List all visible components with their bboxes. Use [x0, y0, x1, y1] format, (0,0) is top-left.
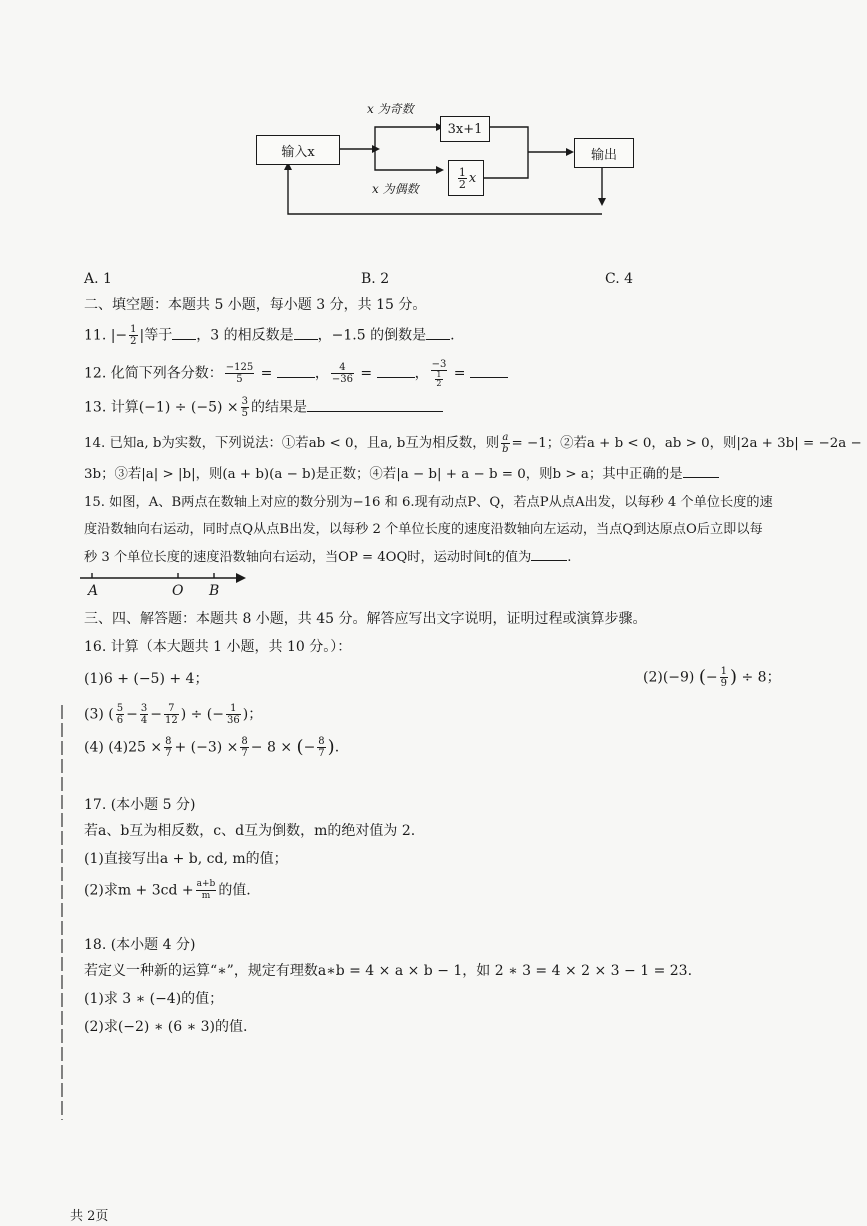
- input-label: 输入x: [281, 144, 315, 160]
- q15-blank: [531, 548, 567, 561]
- q12-f3-den-num: 1: [436, 370, 442, 379]
- q11-blank-2: [294, 327, 318, 340]
- q16-p4-f3-den: 7: [318, 748, 325, 759]
- q15-end: .: [567, 550, 572, 565]
- q16-p4-f2-num: 8: [241, 736, 248, 747]
- q14-blank: [683, 465, 719, 478]
- q11-text-2: ，3 的相反数是: [196, 327, 294, 344]
- q16-p3-f2-num: 3: [140, 703, 148, 714]
- q14-text-1: 14. 已知a, b为实数，下列说法：①若ab < 0，且a, b互为相反数，则: [84, 436, 500, 451]
- q15-text-3: 秒 3 个单位长度的速度沿数轴向右运动，当OP = 4OQ时，运动时间t的值为: [84, 550, 532, 565]
- question-13: [84, 396, 443, 419]
- q16-p4-text-2: + (−3) ×: [174, 739, 239, 756]
- q16-p4-text-1: (4) (4)25 ×: [84, 739, 163, 756]
- question-12: [84, 359, 508, 388]
- output-label: 输出: [590, 147, 617, 163]
- q16-part-3: (3) ( $\frac{5}{6}$ − $\frac{3}{4}$ − $\frac{7}{12}$ ) ÷ (− $\frac{1}{36}$ )；: [84, 703, 263, 726]
- flowchart-connectors: [0, 0, 867, 300]
- q12-blank-1: [277, 365, 315, 378]
- q16-p3-f4-den: 36: [227, 715, 240, 726]
- q16-part-1: (1)6 + (−5) + 4；: [84, 671, 209, 687]
- even-operation-box: [448, 160, 484, 196]
- q17-title: 17. (本小题 5 分): [84, 797, 196, 813]
- axis-point-o: O: [172, 583, 184, 599]
- axis-point-b: B: [209, 583, 220, 599]
- question-15-line-3: [84, 548, 571, 567]
- odd-condition-label: x 为奇数: [367, 102, 414, 116]
- q12-blank-3: [470, 365, 508, 378]
- q16-p3-f1-den: 6: [116, 715, 124, 726]
- q12-f3-num: −3: [431, 359, 447, 370]
- q18-line-1: 若定义一种新的运算“∗”，规定有理数a∗b = 4 × a × b − 1，如 2 ∗ 3 = 4 × 2 × 3 − 1 = 23.: [84, 963, 693, 979]
- question-14-line-1: [84, 432, 862, 455]
- section2-heading: 二、填空题：本题共 5 小题，每小题 3 分，共 15 分。: [84, 297, 427, 313]
- q13-prefix: 13. 计算(−1) ÷ (−5) ×: [84, 399, 239, 416]
- q17-line-2: (1)直接写出a + b, cd, m的值；: [84, 851, 288, 867]
- question-15-line-1: 15. 如图，A、B两点在数轴上对应的数分别为−16 和 6.现有动点P、Q，若点P从点A出发，以每秒 4 个单位长度的速: [84, 495, 773, 510]
- q14-frac-den: b: [502, 444, 509, 455]
- q16-p4-f1-num: 8: [165, 736, 172, 747]
- q16-p4-end: .: [334, 739, 340, 756]
- q12-prefix: 12. 化简下列各分数：: [84, 365, 223, 382]
- even-op-denominator: 2: [458, 177, 466, 191]
- section3-heading: 三、四、解答题：本题共 8 小题，共 45 分。解答应写出文字说明，证明过程或演算步骤。: [84, 611, 647, 627]
- q14-text-2: = −1；②若a + b < 0，ab > 0，则|2a + 3b| = −2a −: [511, 436, 862, 451]
- q16-p3-text-3: )；: [242, 706, 263, 723]
- option-c: C. 4: [605, 271, 634, 287]
- q12-blank-2: [377, 365, 415, 378]
- q16-p4-f1-den: 7: [165, 748, 172, 759]
- q12-f2-num: 4: [331, 362, 354, 374]
- q16-p4-text-3: − 8 ×: [250, 739, 293, 756]
- option-a: A. 1: [84, 271, 112, 287]
- q16-p2-text-1: (2)(−9): [643, 669, 695, 686]
- q13-frac-num: 3: [241, 396, 249, 407]
- q16-p3-text-2: ) ÷ (−: [180, 706, 224, 723]
- q13-suffix: 的结果是: [251, 399, 308, 416]
- q11-text-3: ，−1.5 的倒数是: [317, 327, 427, 344]
- option-b: B. 2: [361, 271, 390, 287]
- q17-text-2: 的值.: [218, 882, 251, 899]
- q16-p3-f3-num: 7: [164, 703, 179, 715]
- q12-eq-2: =: [360, 365, 373, 382]
- q13-frac-den: 5: [241, 408, 249, 419]
- q14-text-3: 3b；③若|a| > |b|，则(a + b)(a − b)是正数；④若|a − b| + a − b = 0，则b > a；其中正确的是: [84, 467, 683, 482]
- q16-p2-den: 9: [720, 678, 727, 689]
- q12-eq-3: =: [453, 365, 466, 382]
- question-11: [84, 324, 455, 347]
- even-op-numerator: 1: [458, 165, 466, 179]
- q18-line-3: (2)求(−2) ∗ (6 ∗ 3)的值.: [84, 1019, 248, 1035]
- q17-line-3: [84, 879, 251, 902]
- input-box: [256, 135, 340, 165]
- q12-comma-2: ，: [414, 365, 429, 382]
- q11-prefix: 11. |−: [84, 327, 128, 344]
- axis-point-a: A: [88, 583, 99, 599]
- q16-p2-text-2: ÷ 8；: [741, 669, 781, 686]
- q16-p3-f2-den: 4: [140, 715, 148, 726]
- q11-frac-num: 1: [130, 324, 137, 335]
- odd-operation-label: 3x+1: [447, 121, 483, 137]
- question-15-line-2: 度沿数轴向右运动，同时点Q从点B出发，以每秒 2 个单位长度的速度沿数轴向左运动，当点Q到达原点O后立即以每: [84, 522, 763, 537]
- q11-blank-1: [172, 327, 196, 340]
- q18-title: 18. (本小题 4 分): [84, 937, 196, 953]
- q11-blank-3: [426, 327, 450, 340]
- q17-text-1: (2)求m + 3cd +: [84, 882, 194, 899]
- q16-p2-num: 1: [720, 666, 727, 677]
- q12-comma-1: ，: [314, 365, 329, 382]
- output-box: [574, 138, 634, 168]
- q11-frac-den: 2: [130, 336, 137, 347]
- q16-p4-f3-num: 8: [318, 736, 325, 747]
- q16-p3-text-1: (3) (: [84, 706, 114, 723]
- q12-eq-1: =: [260, 365, 273, 382]
- q12-f1-num: −125: [225, 362, 254, 373]
- q14-frac-num: a: [502, 432, 509, 443]
- q12-f1-den: 5: [236, 374, 243, 385]
- even-op-variable: x: [468, 170, 477, 186]
- q16-p3-f1-num: 5: [116, 703, 124, 714]
- q16-p3-f3-den: 12: [164, 715, 178, 726]
- even-condition-label: x 为偶数: [372, 182, 419, 196]
- q12-f2-den: −36: [331, 374, 353, 385]
- q18-line-2: (1)求 3 ∗ (−4)的值；: [84, 991, 224, 1007]
- question-14-line-2: [84, 465, 719, 484]
- q12-f3-den-den: 2: [436, 379, 442, 388]
- q16-part-2: (2)(−9) (− $\frac{1}{9}$ ) ÷ 8；: [643, 666, 781, 689]
- page-footer: 共 2页: [70, 1209, 109, 1224]
- q17-frac-num: a+b: [196, 879, 216, 889]
- q17-line-1: 若a、b互为相反数，c、d互为倒数，m的绝对值为 2.: [84, 823, 416, 839]
- q16-title: 16. 计算（本大题共 1 小题，共 10 分。）：: [84, 639, 352, 655]
- q16-p3-f4-num: 1: [226, 703, 241, 715]
- q13-blank: [307, 399, 443, 412]
- q16-part-4: (4) (4)25 × $\frac{8}{7}$ + (−3) × $\frac{8}{7}$ − 8 × (− $\frac{8}{7}$ ).: [84, 736, 340, 759]
- q17-frac-den: m: [201, 891, 211, 901]
- q11-end: .: [450, 327, 455, 344]
- q16-p4-f2-den: 7: [241, 748, 248, 759]
- q11-text-1: |等于: [139, 327, 173, 344]
- odd-operation-box: [440, 116, 490, 142]
